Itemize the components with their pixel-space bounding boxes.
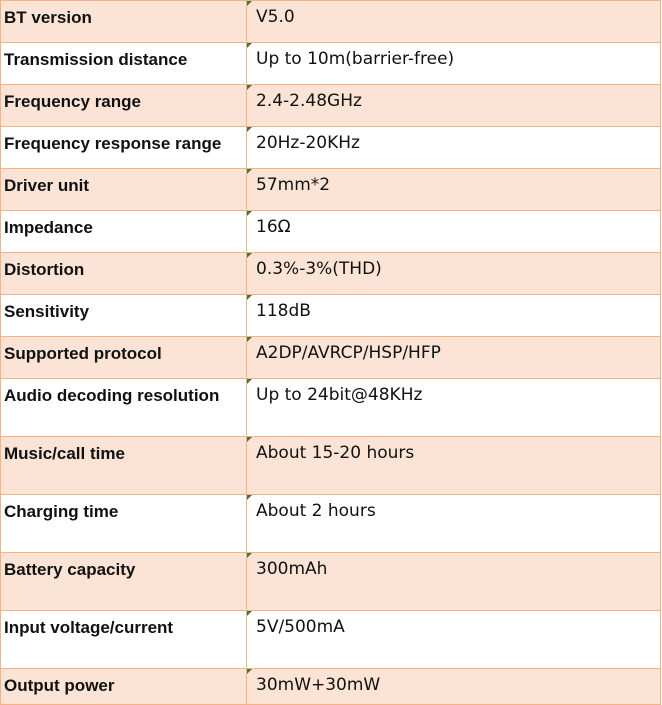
spec-value: 30mW+30mW — [256, 675, 381, 695]
cell-corner-mark — [247, 43, 252, 48]
spec-label-cell — [1, 169, 247, 211]
spec-value-cell — [247, 43, 661, 85]
spec-label-cell — [1, 1, 247, 43]
spec-label: Music/call time — [4, 444, 125, 463]
spec-value: 16Ω — [256, 217, 291, 237]
spec-row-frequency-response — [1, 127, 661, 169]
cell-corner-mark — [247, 169, 252, 174]
spec-row-transmission-distance — [1, 43, 661, 85]
spec-label-cell — [1, 337, 247, 379]
spec-value-cell — [247, 127, 661, 169]
spec-value-cell — [247, 253, 661, 295]
spec-value: A2DP/AVRCP/HSP/HFP — [256, 343, 441, 363]
spec-row-driver-unit — [1, 169, 661, 211]
spec-value: 2.4-2.48GHz — [256, 91, 362, 111]
spec-value: Up to 10m(barrier-free) — [256, 49, 455, 69]
spec-value-cell — [247, 669, 661, 705]
cell-corner-mark — [247, 85, 252, 90]
spec-value-cell — [247, 379, 661, 437]
spec-label-cell — [1, 611, 247, 669]
spec-label: Output power — [4, 676, 115, 695]
spec-label: Distortion — [4, 260, 85, 279]
cell-corner-mark — [247, 1, 252, 6]
spec-label-cell — [1, 495, 247, 553]
spec-row-audio-decoding — [1, 379, 661, 437]
spec-label: Impedance — [4, 218, 93, 237]
spec-label-cell — [1, 85, 247, 127]
spec-label: Driver unit — [4, 176, 90, 195]
spec-label: Supported protocol — [4, 344, 162, 363]
spec-row-output-power — [1, 669, 661, 705]
spec-row-charging-time — [1, 495, 661, 553]
spec-value: 300mAh — [256, 559, 328, 579]
spec-value-cell — [247, 611, 661, 669]
spec-label: Audio decoding resolution — [4, 386, 220, 405]
spec-label-cell — [1, 127, 247, 169]
spec-label: Frequency response range — [4, 134, 222, 153]
spec-label-cell — [1, 437, 247, 495]
spec-row-battery-capacity — [1, 553, 661, 611]
spec-label: Transmission distance — [4, 50, 188, 69]
spec-row-impedance — [1, 211, 661, 253]
spec-label: Charging time — [4, 502, 119, 521]
spec-row-distortion — [1, 253, 661, 295]
spec-value: About 2 hours — [256, 501, 376, 521]
spec-label: Battery capacity — [4, 560, 136, 579]
cell-corner-mark — [247, 669, 252, 674]
cell-corner-mark — [247, 211, 252, 216]
spec-value-cell — [247, 211, 661, 253]
spec-value-cell — [247, 295, 661, 337]
spec-value: 0.3%-3%(THD) — [256, 259, 382, 279]
cell-corner-mark — [247, 337, 252, 342]
spec-value-cell — [247, 169, 661, 211]
spec-value-cell — [247, 553, 661, 611]
spec-value: 5V/500mA — [256, 617, 345, 637]
spec-row-input-voltage — [1, 611, 661, 669]
spec-value-cell — [247, 437, 661, 495]
spec-label-clip — [4, 130, 243, 166]
spec-row-frequency-range — [1, 85, 661, 127]
spec-value: About 15-20 hours — [256, 443, 415, 463]
spec-label-cell — [1, 211, 247, 253]
spec-row-music-call-time — [1, 437, 661, 495]
spec-label: Sensitivity — [4, 302, 90, 321]
spec-value: 20Hz-20KHz — [256, 133, 360, 153]
spec-row-bt-version — [1, 1, 661, 43]
cell-corner-mark — [247, 495, 252, 500]
spec-value-cell — [247, 1, 661, 43]
spec-label: Input voltage/current — [4, 618, 174, 637]
spec-row-sensitivity — [1, 295, 661, 337]
spec-label: Frequency range — [4, 92, 141, 111]
spec-value-cell — [247, 337, 661, 379]
spec-value-cell — [247, 85, 661, 127]
cell-corner-mark — [247, 127, 252, 132]
spec-value: 118dB — [256, 301, 311, 321]
spec-label-cell — [1, 553, 247, 611]
spec-label-cell — [1, 253, 247, 295]
spec-row-supported-protocol — [1, 337, 661, 379]
spec-label-cell — [1, 295, 247, 337]
cell-corner-mark — [247, 295, 252, 300]
cell-corner-mark — [247, 611, 252, 616]
cell-corner-mark — [247, 379, 252, 384]
cell-corner-mark — [247, 553, 252, 558]
spec-value: Up to 24bit@48KHz — [256, 385, 423, 405]
cell-corner-mark — [247, 253, 252, 258]
spec-value: V5.0 — [256, 7, 295, 27]
spec-value: 57mm*2 — [256, 175, 331, 195]
spec-label: BT version — [4, 8, 92, 27]
spec-label-cell — [1, 43, 247, 85]
spec-value-cell — [247, 495, 661, 553]
spec-label-cell — [1, 379, 247, 437]
cell-corner-mark — [247, 437, 252, 442]
spec-label-cell — [1, 669, 247, 705]
